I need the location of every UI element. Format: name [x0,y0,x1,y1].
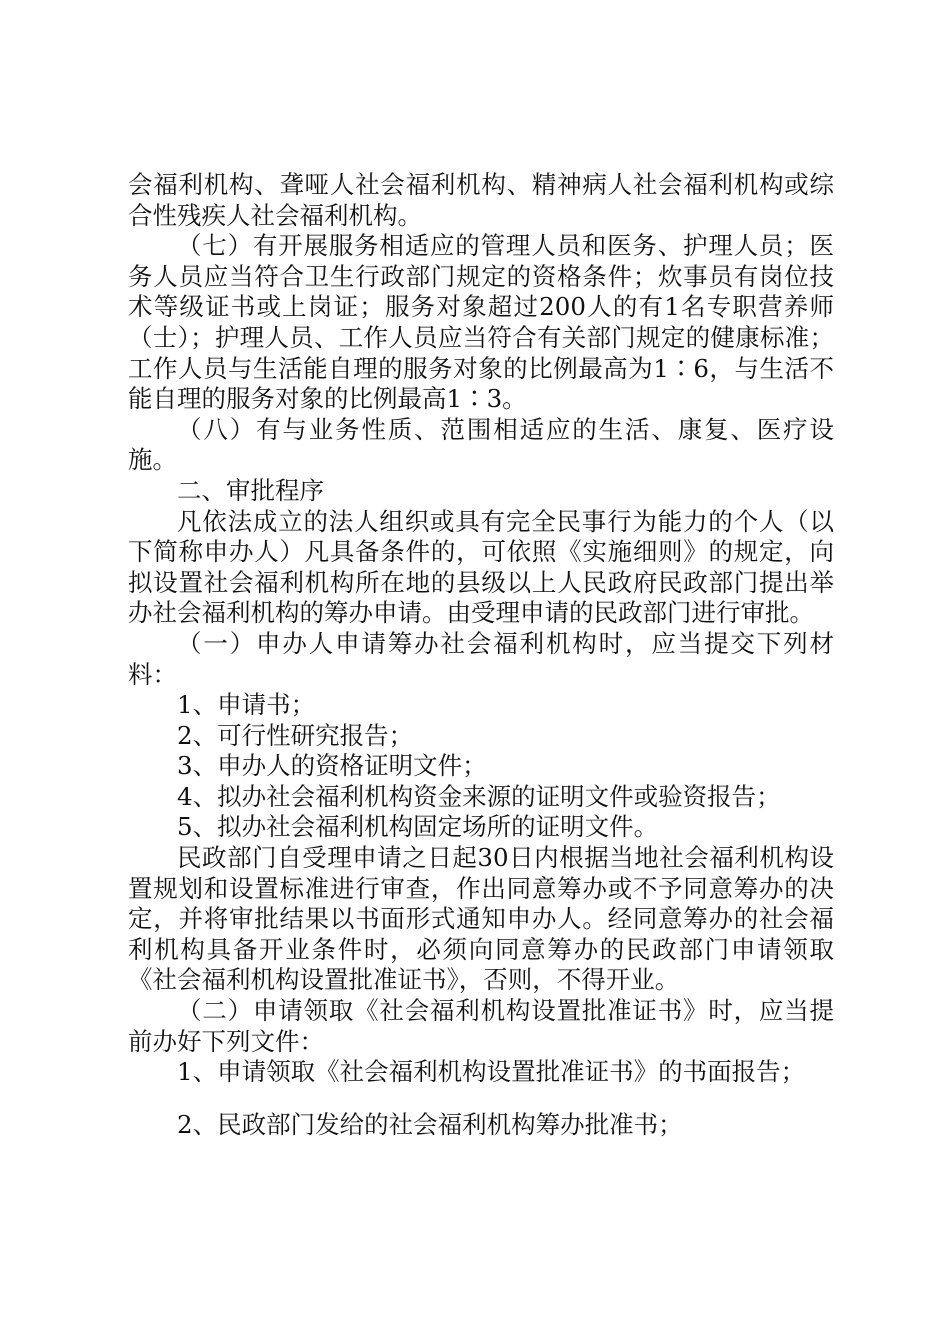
paragraph-subsection-1: （一）申办人申请筹办社会福利机构时，应当提交下列材料： [128,628,834,689]
paragraph-item-8: （八）有与业务性质、范围相适应的生活、康复、医疗设施。 [128,414,834,475]
list-item: 2、民政部门发给的社会福利机构筹办批准书； [177,1109,683,1139]
list-item: 1、申请领取《社会福利机构设置批准证书》的书面报告； [177,1057,806,1087]
list-item: 1、申请书； [177,690,316,720]
list-item: 2、可行性研究报告； [177,720,414,750]
paragraph-subsection-2: （二）申请领取《社会福利机构设置批准证书》时，应当提前办好下列文件： [128,996,834,1056]
paragraph-review: 民政部门自受理申请之日起30日内根据当地社会福利机构设置规划和设置标准进行审查，作出同意筹办或不予同意筹办的决定，并将审批结果以书面形式通知申办人。经同意筹办的社会福利机构具备开业条件时，必须向同意筹办的民政部门申请领取《社会福利机构设置批准证书》，否则，不得开业。 [128,843,834,995]
list-item: 4、拟办社会福利机构资金来源的证明文件或验资报告； [177,781,781,811]
list-item: 5、拟办社会福利机构固定场所的证明文件。 [177,812,659,842]
paragraph-applicant: 凡依法成立的法人组织或具有完全民事行为能力的个人（以下简称申办人）凡具备条件的，可依照《实施细则》的规定，向拟设置社会福利机构所在地的县级以上人民政府民政部门提出举办社会福利机构的筹办申请。由受理申请的民政部门进行审批。 [128,506,834,628]
paragraph-item-7: （七）有开展服务相适应的管理人员和医务、护理人员；医务人员应当符合卫生行政部门规定的资格条件；炊事员有岗位技术等级证书或上岗证；服务对象超过200人的有1名专职营养师（士）；护理人员、工作人员应当符合有关部门规定的健康标准；工作人员与生活能自理的服务对象的比例最高为1∶6，与生活不能自理的服务对象的比例最高1∶3。 [128,231,834,414]
document-page [128,170,834,1140]
paragraph-continuation: 会福利机构、聋哑人社会福利机构、精神病人社会福利机构或综合性残疾人社会福利机构。 [128,170,834,230]
section-heading-approval-procedure: 二、审批程序 [177,475,324,505]
list-item: 3、申办人的资格证明文件； [177,751,487,781]
